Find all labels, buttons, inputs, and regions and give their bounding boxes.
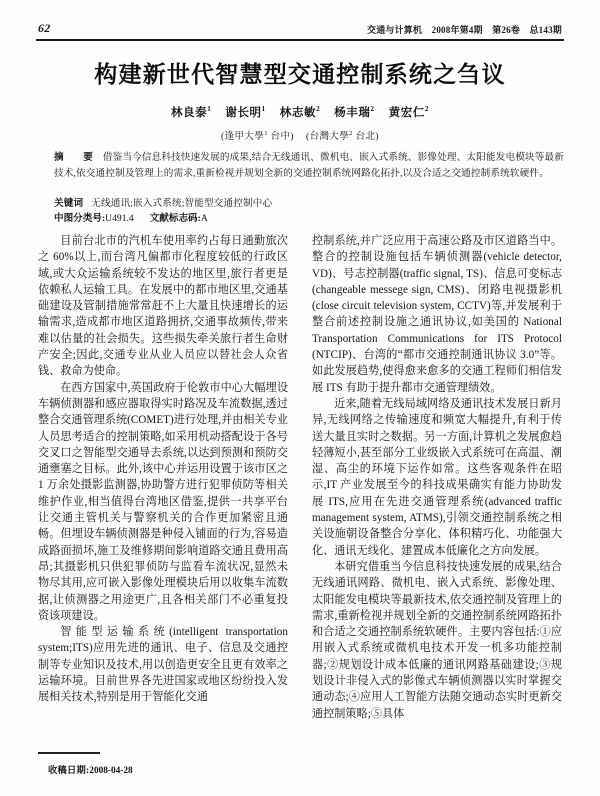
author: 杨丰瑞$^2$ — [334, 105, 375, 119]
journal-info — [367, 23, 562, 36]
footnote-rule — [38, 752, 100, 754]
abstract-text: 借鉴当今信息科技快速发展的成果,结合无线通讯、微机电、嵌入式系统、影像处理、太阳能发电模块等最新技术,依交通控制及管理上的需求,重新检视并规划全新的交通控制系统网路化拓扑,以及合适之交通控制系统软硬件。 — [54, 152, 564, 179]
running-head — [38, 18, 562, 36]
keywords-label: 关键词 — [54, 198, 84, 209]
affiliation: (台灣大學$^2$ 台北) — [306, 129, 379, 142]
document-code-label: 文献标志码: — [149, 213, 201, 224]
classification-line — [54, 211, 564, 226]
author: 林良泰$^1$ — [170, 105, 212, 119]
journal-year-issue: 2008年第4期 — [431, 25, 483, 35]
journal-volume: 第26卷 — [492, 25, 521, 35]
author-affil-mark: 1 — [207, 105, 212, 114]
paragraph: 控制系统,并广泛应用于高速公路及市区道路当中。整合的控制设施包括车辆侦测器(vehicle detector, VD)、号志控制器(traffic signal, TS)、信息可变标志(changeable messege sign, CMS)、闭路电视摄影机(close circuit television system, CCTV)等,并发展利于整合前述控制设施之通讯协议,如美国的 National Transportation Communications for ITS Protocol (NTCIP)、台湾的“都市交通控制通讯协议 3.0”等。如此发展趋势,使得愈来愈多的交通工程师们相信发展 ITS 有助于提升都市交通管理绩效。 — [312, 235, 562, 394]
paragraph: 在西方国家中,英国政府于伦敦市中心大幅埋设车辆侦测器和感应器取得实时路况及车流数据,透过整合交通管理系统(COMET)进行处理,并由相关专业人员思考适合的控制策略,如采用机动搭配设于各号交叉口之智能型交通导去系统,以达到预测和预防交通壅塞之目标。此外,该中心并运用设置于该市区之 1 万余处摄影监测器,协助警方进行犯罪侦防等相关维护作业,相当值得台湾地区借鉴,提供一共享平台让交通主管机关与警察机关的合作更加紧密且通畅。但埋设车辆侦测器是种侵入铺面的行为,容易造成路面损坏,施工及维修期间影响道路交通且费用高昂;其摄影机只供犯罪侦防与监看车流状况,显然未物尽其用,应可嵌入影像处理模块后用以收集车流数据,让侦测器之用途更广,且各相关部门不必重复投资该项建设。 — [38, 381, 288, 622]
paragraph: 智能型运输系统(intelligent transportation system;ITS)应用先进的通讯、电子、信息及交通控制等专业知识及技术,用以创造更安全且更有效率之运输环境。目前世界各先进国家或地区纷纷投入发展相关技术,特别是用于智能化交通 — [38, 626, 288, 704]
author-list — [0, 104, 600, 120]
clc-label: 中图分类号: — [54, 213, 106, 224]
header-rule — [36, 39, 564, 41]
abstract — [54, 150, 564, 181]
journal-name: 交通与计算机 — [367, 25, 423, 35]
clc-value: U491.4 — [105, 213, 134, 224]
abstract-label: 摘 要 — [54, 152, 98, 163]
received-date-note — [48, 762, 133, 776]
received-date: 2008-04-28 — [89, 766, 133, 776]
paragraph: 本研究借重当今信息科技快速发展的成果,结合无线通讯网路、微机电、嵌入式系统、影像处理、太阳能发电模块等最新技术,依交通控制及管理上的需求,重新检视并规划全新的交通控制系统网路拓扑和合适之交通控制系统软硬件。主要内容包括:①应用嵌入式系统或微机电技术开发一机多功能控制器;②规划设计成本低廉的通讯网路基础建设;③规划设计非侵入式的影像式车辆侦测器以实时掌握交通动态;④应用人工智能方法随交通动态实时更新交通控制策略;⑤具体 — [312, 560, 562, 720]
affiliation-list — [0, 128, 600, 142]
author-affil-mark: 2 — [424, 105, 430, 114]
document-code-value: A — [200, 213, 208, 224]
body-column-left — [38, 233, 288, 706]
keywords-text: 无线通讯;嵌入式系统;智能型交通控制中心 — [91, 198, 273, 209]
author-affil-mark: 1 — [261, 105, 266, 114]
author-affil-mark: 2 — [316, 105, 321, 114]
paragraph: 近来,随着无线局域网络及通讯技术发展日新月异,无线网络之传输速度和频宽大幅提升,有利于传送大量且实时之数据。另一方面,计算机之发展愈趋轻薄短小,甚至部分工业级嵌入式系统可在高温、潮湿、高尘的环境下运作如常。这些客观条件在昭示,IT 产业发展至今的科技成果确实有能力协助发展 ITS,应用在先进交通管理系统(advanced traffic management system, ATMS),引领交通控制系统之相关设施朝设备整合分享化、体积精巧化、功能强大化、通讯无线化、建置成本低廉化之方向发展。 — [312, 397, 562, 557]
received-label: 收稿日期: — [48, 766, 90, 776]
author-affil-mark: 2 — [370, 105, 375, 114]
author: 林志敏$^2$ — [279, 105, 321, 119]
author: 黄宏仁$^2$ — [388, 105, 430, 119]
affiliation: (逢甲大學$^1$ 台中) — [221, 129, 294, 142]
article-title: 构建新世代智慧型交通控制系统之刍议 — [94, 61, 506, 88]
journal-serial: 总143期 — [529, 25, 562, 35]
body-column-right — [312, 233, 562, 722]
paragraph: 目前台北市的汽机车使用率约占每日通勤旅次之 60%以上,而台湾凡偏都市化程度较低的行政区域,或大众运输系统较不发达的地区里,旅行者更是依赖私人运输工具。在发展中的都市地区里,交通基础建设及管制措施常常赶不上大量且快速增长的运输需求,造成都市地区道路拥挤,交通事故频传,带来难以估量的社会损失。这些损失牵关旅行者生命财产安全;因此,交通专业从业人员应以替社会人众省钱、救命为使命。 — [38, 235, 288, 378]
keywords — [54, 196, 564, 211]
page-number: 62 — [38, 21, 51, 35]
author: 谢长明$^1$ — [225, 105, 266, 119]
